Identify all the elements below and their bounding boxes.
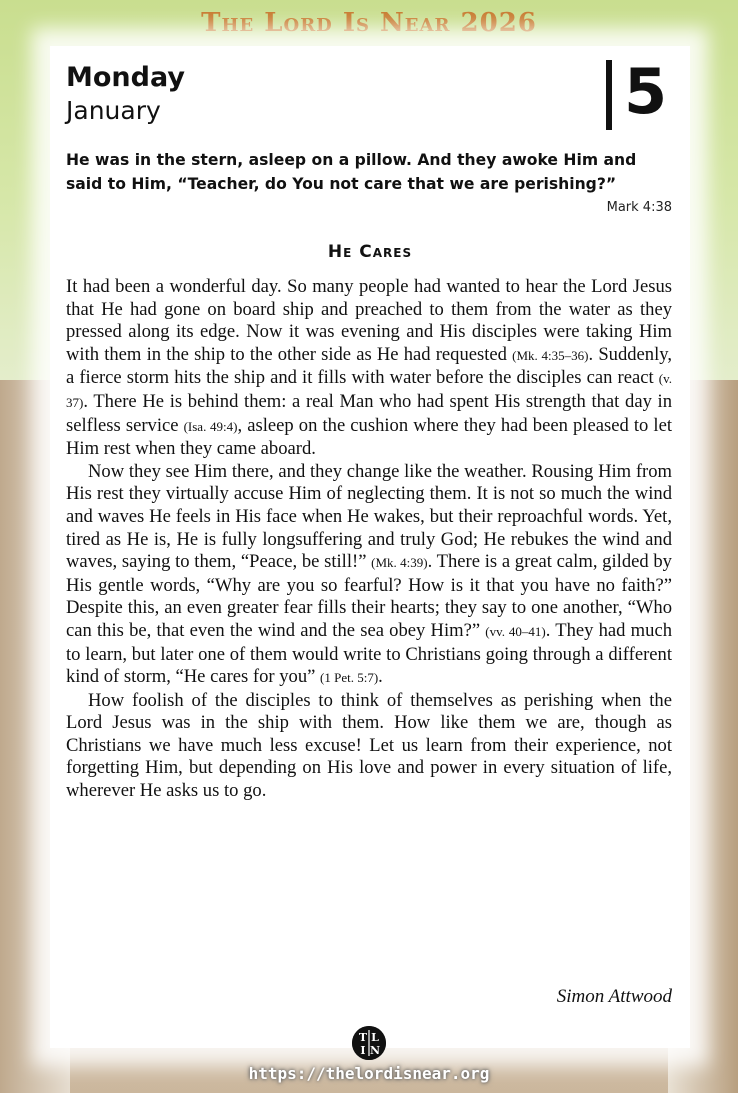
paragraph-3: How foolish of the disciples to think of themselves as perishing when the Lord Jesus was in the ship with them. How like them we are, though as Christians we have much less excuse! Let us learn from their experience, not forgetting Him, but depending on His love and power in every situation of life, wherever He asks us to go.: [66, 689, 672, 802]
tlin-logo-mark: [352, 1026, 386, 1060]
citation: (Mk. 4:39): [371, 555, 428, 571]
svg-text:N: N: [369, 1044, 381, 1057]
devotion-title: He Cares: [327, 242, 413, 262]
weekday: Monday: [66, 62, 185, 93]
citation: (Mk. 4:35–36): [512, 347, 589, 363]
citation: (vv. 40–41): [485, 623, 546, 639]
publication-header: [0, 0, 738, 46]
scripture-verse: He was in the stern, asleep on a pillow. And they awoke Him and said to Him, “Teacher, do You not care that we are perishing?”: [66, 151, 637, 193]
svg-text:T: T: [358, 1031, 368, 1044]
website-link[interactable]: https://thelordisnear.org: [248, 1064, 490, 1083]
devotion-card: [50, 46, 690, 1057]
date-divider: [606, 60, 612, 130]
citation: (v. 37): [66, 371, 672, 410]
svg-text:I: I: [360, 1044, 366, 1057]
paragraph-1: It had been a wonderful day. So many people had wanted to hear the Lord Jesus that He had gone on board ship and preached to them from the water as they pressed along its edge. Now it was evening and His disciples were taking Him with them in the ship to the other side as He had requested (Mk. 4:35–36). Suddenly, a fierce storm hits the ship and it fills with water before the disciples can react (v. 37). There He is behind them: a real Man who had spent His strength that day in selfless service (Isa. 49:4), asleep on the cushion where they had been pleased to let Him rest when they came aboard.: [66, 276, 673, 460]
svg-text:L: L: [371, 1031, 379, 1044]
day-number: 5: [624, 55, 668, 128]
tlin-logo-icon: [352, 1026, 386, 1060]
paragraph-2: Now they see Him there, and they change like the weather. Rousing Him from His rest they virtually accuse Him of neglecting them. It is not so much the wind and waves He feels in His face when He wakes, but their reproachful words. Yet, tired as He is, He is fully longsuffering and truly God; He rebukes the wind and waves, saying to them, “Peace, be still!” (Mk. 4:39). There is a great calm, gilded by His gentle words, “Why are you so fearful? How is it that you have no faith?” Despite this, an even greater fear fills their hearts; they say to one another, “Who can this be, that even the wind and the sea obey Him?” (vv. 40–41). They had much to learn, but later one of them would write to Christians going through a different kind of storm, “He cares for you” (1 Pet. 5:7).: [66, 460, 672, 688]
citation: (1 Pet. 5:7): [320, 670, 379, 686]
citation: (Isa. 49:4): [183, 418, 238, 434]
devotion-body: [66, 276, 672, 803]
scripture-reference: Mark 4:38: [606, 200, 672, 215]
author-name: Simon Attwood: [556, 986, 672, 1007]
publication-title: The Lord Is Near 2026: [201, 8, 537, 38]
month: January: [66, 96, 161, 125]
